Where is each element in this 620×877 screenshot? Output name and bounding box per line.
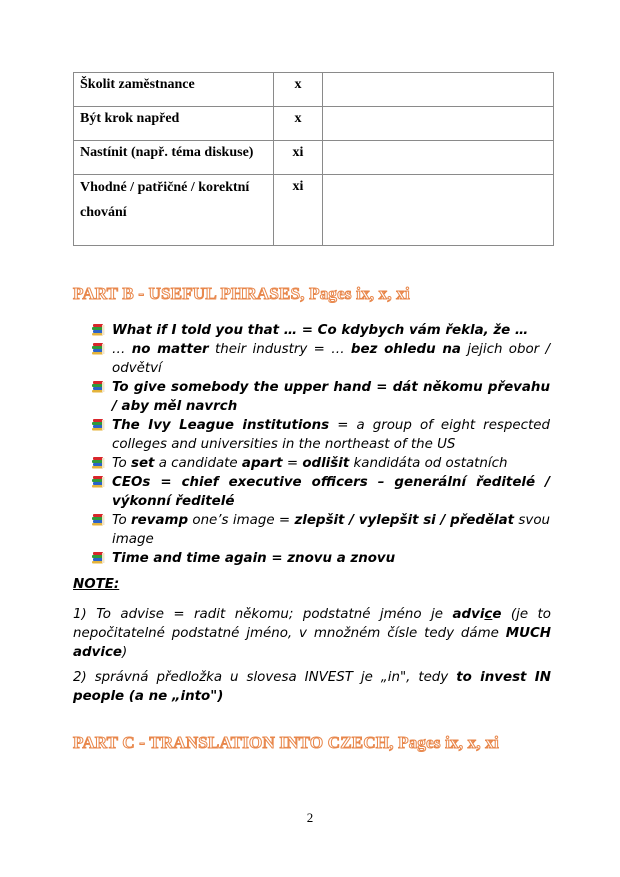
- useful-phrases-list: [92, 321, 550, 568]
- phrase-text: To: [112, 456, 131, 471]
- phrase-text: kandidáta od ostatních: [349, 456, 508, 471]
- phrase-text: Time and time again = znovu a znovu: [112, 551, 396, 566]
- phrase-text: The Ivy League institutions: [112, 418, 330, 433]
- note-item: [73, 668, 551, 706]
- phrase-text: odlišit: [302, 456, 350, 471]
- note-cell: [323, 73, 554, 107]
- phrase-text: svou image: [112, 513, 550, 547]
- part-c-heading: PART C - TRANSLATION INTO CZECH, Pages ix, x, xi: [73, 733, 499, 752]
- list-item: [92, 321, 550, 340]
- table-row: [74, 141, 554, 175]
- phrase-text: no matter: [131, 342, 209, 357]
- list-item: [92, 416, 550, 454]
- page-number: 2: [306, 810, 314, 825]
- note-text: c: [484, 607, 493, 622]
- part-b-heading: PART B - USEFUL PHRASES, Pages ix, x, xi: [73, 284, 410, 303]
- note-text: to invest IN people (a ne „into"): [73, 670, 551, 704]
- table-row: [74, 73, 554, 107]
- term-cell: Být krok napřed: [74, 107, 274, 141]
- term-cell: Nastínit (např. téma diskuse): [74, 141, 274, 175]
- note-text: advi: [452, 607, 485, 622]
- phrase-text: To: [112, 513, 132, 528]
- table-row: [74, 175, 554, 246]
- note-cell: [323, 175, 554, 246]
- books-icon: [92, 418, 105, 431]
- phrase-text: their industry = …: [208, 342, 351, 357]
- note-text: e: [492, 607, 502, 622]
- note-text: ): [121, 645, 128, 660]
- phrase-text: one’s image =: [188, 513, 295, 528]
- note-cell: [323, 141, 554, 175]
- list-item: [92, 454, 550, 473]
- phrase-text: apart: [241, 456, 283, 471]
- page-cell: x: [274, 107, 323, 141]
- vocabulary-table: [73, 72, 554, 246]
- note-text: 2) správná předložka u slovesa INVEST je „in", tedy: [73, 670, 457, 685]
- phrase-text: …: [112, 342, 132, 357]
- phrase-text: = a group of eight respected colleges and universities in the northeast of the US: [112, 418, 550, 452]
- phrase-text: a candidate: [154, 456, 242, 471]
- term-cell: [74, 175, 274, 246]
- phrase-text: To give somebody the upper hand = dát někomu převahu / aby měl navrch: [112, 380, 550, 414]
- books-icon: [92, 513, 105, 526]
- page-cell: xi: [274, 175, 323, 246]
- books-icon: [92, 456, 105, 469]
- books-icon: [92, 342, 105, 355]
- note-cell: [323, 107, 554, 141]
- page-cell: xi: [274, 141, 323, 175]
- books-icon: [92, 323, 105, 336]
- list-item: [92, 549, 550, 568]
- phrase-text: set: [130, 456, 155, 471]
- list-item: [92, 473, 550, 511]
- list-item: [92, 340, 550, 378]
- phrase-text: What if I told you that … = Co kdybych vám řekla, že …: [112, 323, 529, 338]
- note-text: 1) To advise = radit někomu; podstatné jméno je: [73, 607, 453, 622]
- term-line: chování: [80, 205, 127, 220]
- phrase-text: CEOs = chief executive officers – generální ředitelé / výkonní ředitelé: [112, 475, 550, 509]
- books-icon: [92, 551, 105, 564]
- list-item: [92, 378, 550, 416]
- table-row: [74, 107, 554, 141]
- phrase-text: bez ohledu na: [350, 342, 461, 357]
- phrase-text: =: [282, 456, 303, 471]
- term-cell: Školit zaměstnance: [74, 73, 274, 107]
- note-text: MUCH advice: [73, 626, 551, 660]
- list-item: [92, 511, 550, 549]
- phrase-text: jejich obor / odvětví: [112, 342, 551, 376]
- books-icon: [92, 380, 105, 393]
- note-item: [73, 605, 551, 662]
- phrase-text: revamp: [131, 513, 189, 528]
- note-text: (je to nepočitatelné podstatné jméno, v množném čísle tedy dáme: [73, 607, 551, 641]
- books-icon: [92, 475, 105, 488]
- term-line: Vhodné / patřičné / korektní: [80, 180, 250, 195]
- note-title: NOTE:: [73, 577, 120, 592]
- page-cell: x: [274, 73, 323, 107]
- phrase-text: zlepšit / vylepšit si / předělat: [294, 513, 515, 528]
